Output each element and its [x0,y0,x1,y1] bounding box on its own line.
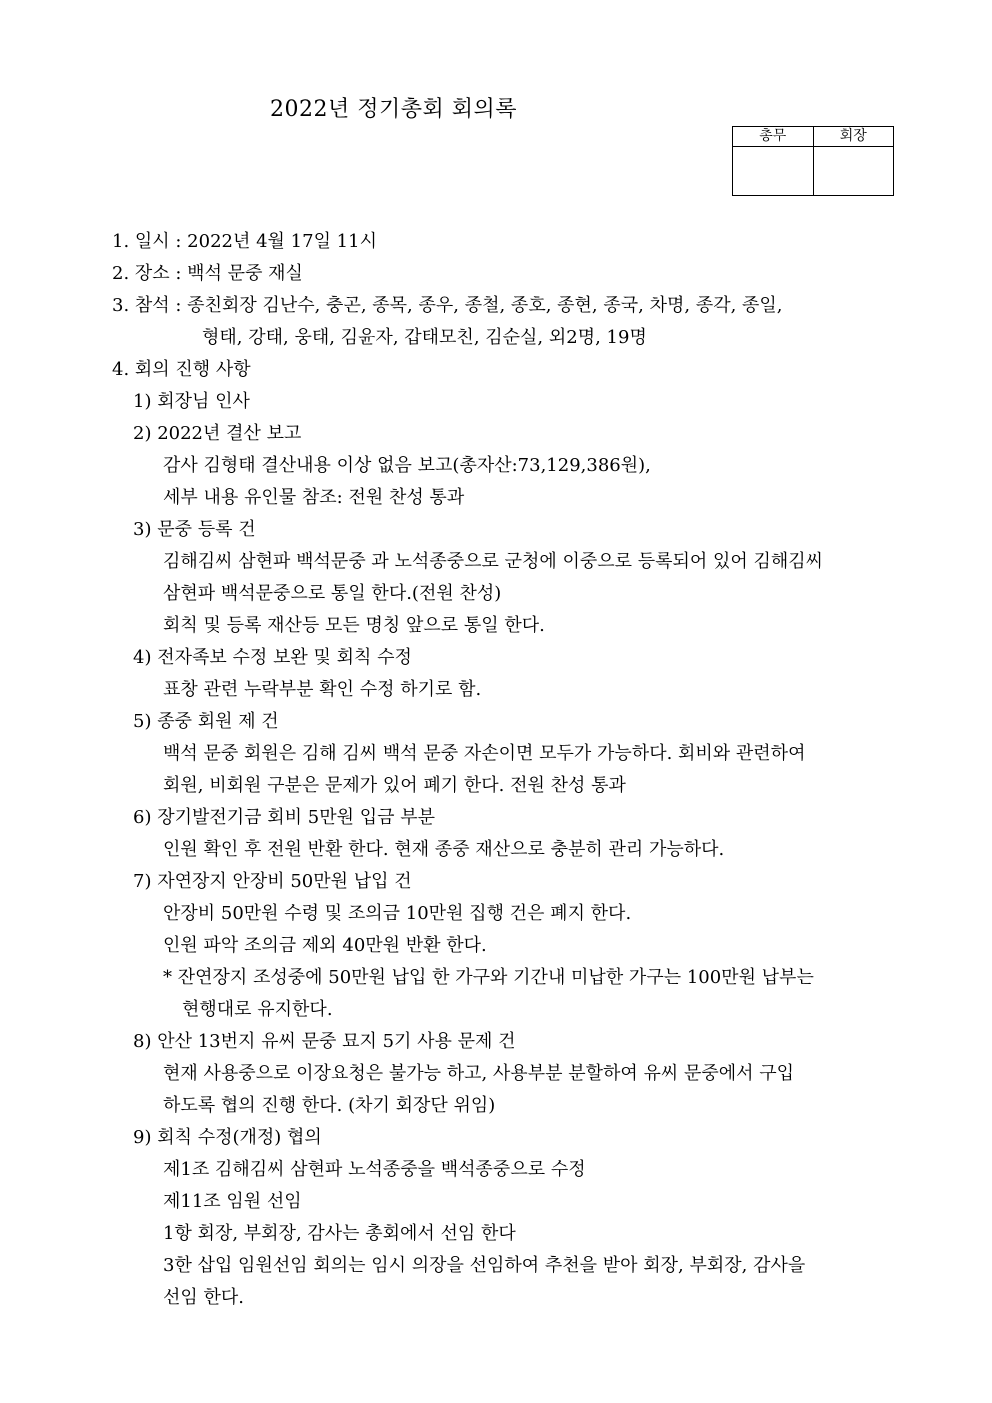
agenda-2-text-1: 감사 김형태 결산내용 이상 없음 보고(총자산:73,129,386원), [163,455,651,476]
agenda-5-heading: 5) 종중 회원 제 건 [133,711,279,732]
agenda-4-text-1: 표창 관련 누락부분 확인 수정 하기로 함. [163,679,482,700]
agenda-8-heading: 8) 안산 13번지 유씨 문중 묘지 5기 사용 문제 건 [133,1031,516,1052]
item-place: 2. 장소 : 백석 문중 재실 [112,263,303,284]
agenda-2-heading: 2) 2022년 결산 보고 [133,423,302,444]
agenda-7-text-1: 안장비 50만원 수령 및 조의금 10만원 집행 건은 폐지 한다. [163,903,632,924]
agenda-9-heading: 9) 회칙 수정(개정) 협의 [133,1127,322,1148]
agenda-2-text-2: 세부 내용 유인물 참조: 전원 찬성 통과 [163,487,465,508]
agenda-7-heading: 7) 자연장지 안장비 50만원 납입 건 [133,871,412,892]
agenda-3-text-1: 김해김씨 삼현파 백석문중 과 노석종중으로 군청에 이중으로 등록되어 있어 김해김씨 [163,551,824,572]
agenda-7-note-1: * 잔연장지 조성중에 50만원 납입 한 가구와 기간내 미납한 가구는 100만원 납부는 [163,967,814,988]
agenda-9-text-3: 1항 회장, 부회장, 감사는 총회에서 선임 한다 [163,1223,516,1244]
item-date: 1. 일시 : 2022년 4월 17일 11시 [112,231,377,252]
agenda-6-text-1: 인원 확인 후 전원 반환 한다. 현재 종중 재산으로 충분히 관리 가능하다. [163,839,725,860]
agenda-1-heading: 1) 회장님 인사 [133,391,250,412]
agenda-9-text-2: 제11조 임원 선임 [163,1191,302,1212]
agenda-8-text-1: 현재 사용중으로 이장요청은 불가능 하고, 사용부분 분할하여 유씨 문중에서 구입 [163,1063,795,1084]
agenda-9-text-1: 제1조 김해김씨 삼현파 노석종중을 백석종중으로 수정 [163,1159,586,1180]
agenda-3-text-3: 회칙 및 등록 재산등 모든 명칭 앞으로 통일 한다. [163,615,545,636]
agenda-7-text-2: 인원 파악 조의금 제외 40만원 반환 한다. [163,935,487,956]
agenda-7-note-2: 현행대로 유지한다. [182,999,333,1020]
agenda-5-text-1: 백석 문중 회원은 김해 김씨 백석 문중 자손이면 모두가 가능하다. 회비와 관련하여 [163,743,806,764]
item-attendees: 3. 참석 : 종친회장 김난수, 충곤, 종목, 종우, 종철, 종호, 종현, 종국, 차명, 종각, 종일, [112,295,783,316]
agenda-8-text-2: 하도록 협의 진행 한다. (차기 회장단 위임) [163,1095,496,1116]
approval-header-chairman: 회장 [813,127,894,147]
agenda-9-text-4: 3한 삽입 임원선임 회의는 임시 의장을 선임하여 추천을 받아 회장, 부회장, 감사을 [163,1255,806,1276]
agenda-3-heading: 3) 문중 등록 건 [133,519,256,540]
item-attendees-cont: 형태, 강태, 웅태, 김윤자, 갑태모친, 김순실, 외2명, 19명 [202,327,647,348]
agenda-5-text-2: 회원, 비회원 구분은 문제가 있어 폐기 한다. 전원 찬성 통과 [163,775,626,796]
agenda-3-text-2: 삼현파 백석문중으로 통일 한다.(전원 찬성) [163,583,502,604]
item-agenda: 4. 회의 진행 사항 [112,359,251,380]
approval-box [732,126,894,196]
agenda-9-text-5: 선임 한다. [163,1287,244,1308]
approval-sign-chairman [813,147,894,196]
document-title: 2022년 정기총회 회의록 [270,97,517,122]
agenda-6-heading: 6) 장기발전기금 회비 5만원 입금 부분 [133,807,435,828]
approval-sign-secretary [733,147,814,196]
agenda-4-heading: 4) 전자족보 수정 보완 및 회칙 수정 [133,647,412,668]
approval-header-secretary: 총무 [733,127,814,147]
